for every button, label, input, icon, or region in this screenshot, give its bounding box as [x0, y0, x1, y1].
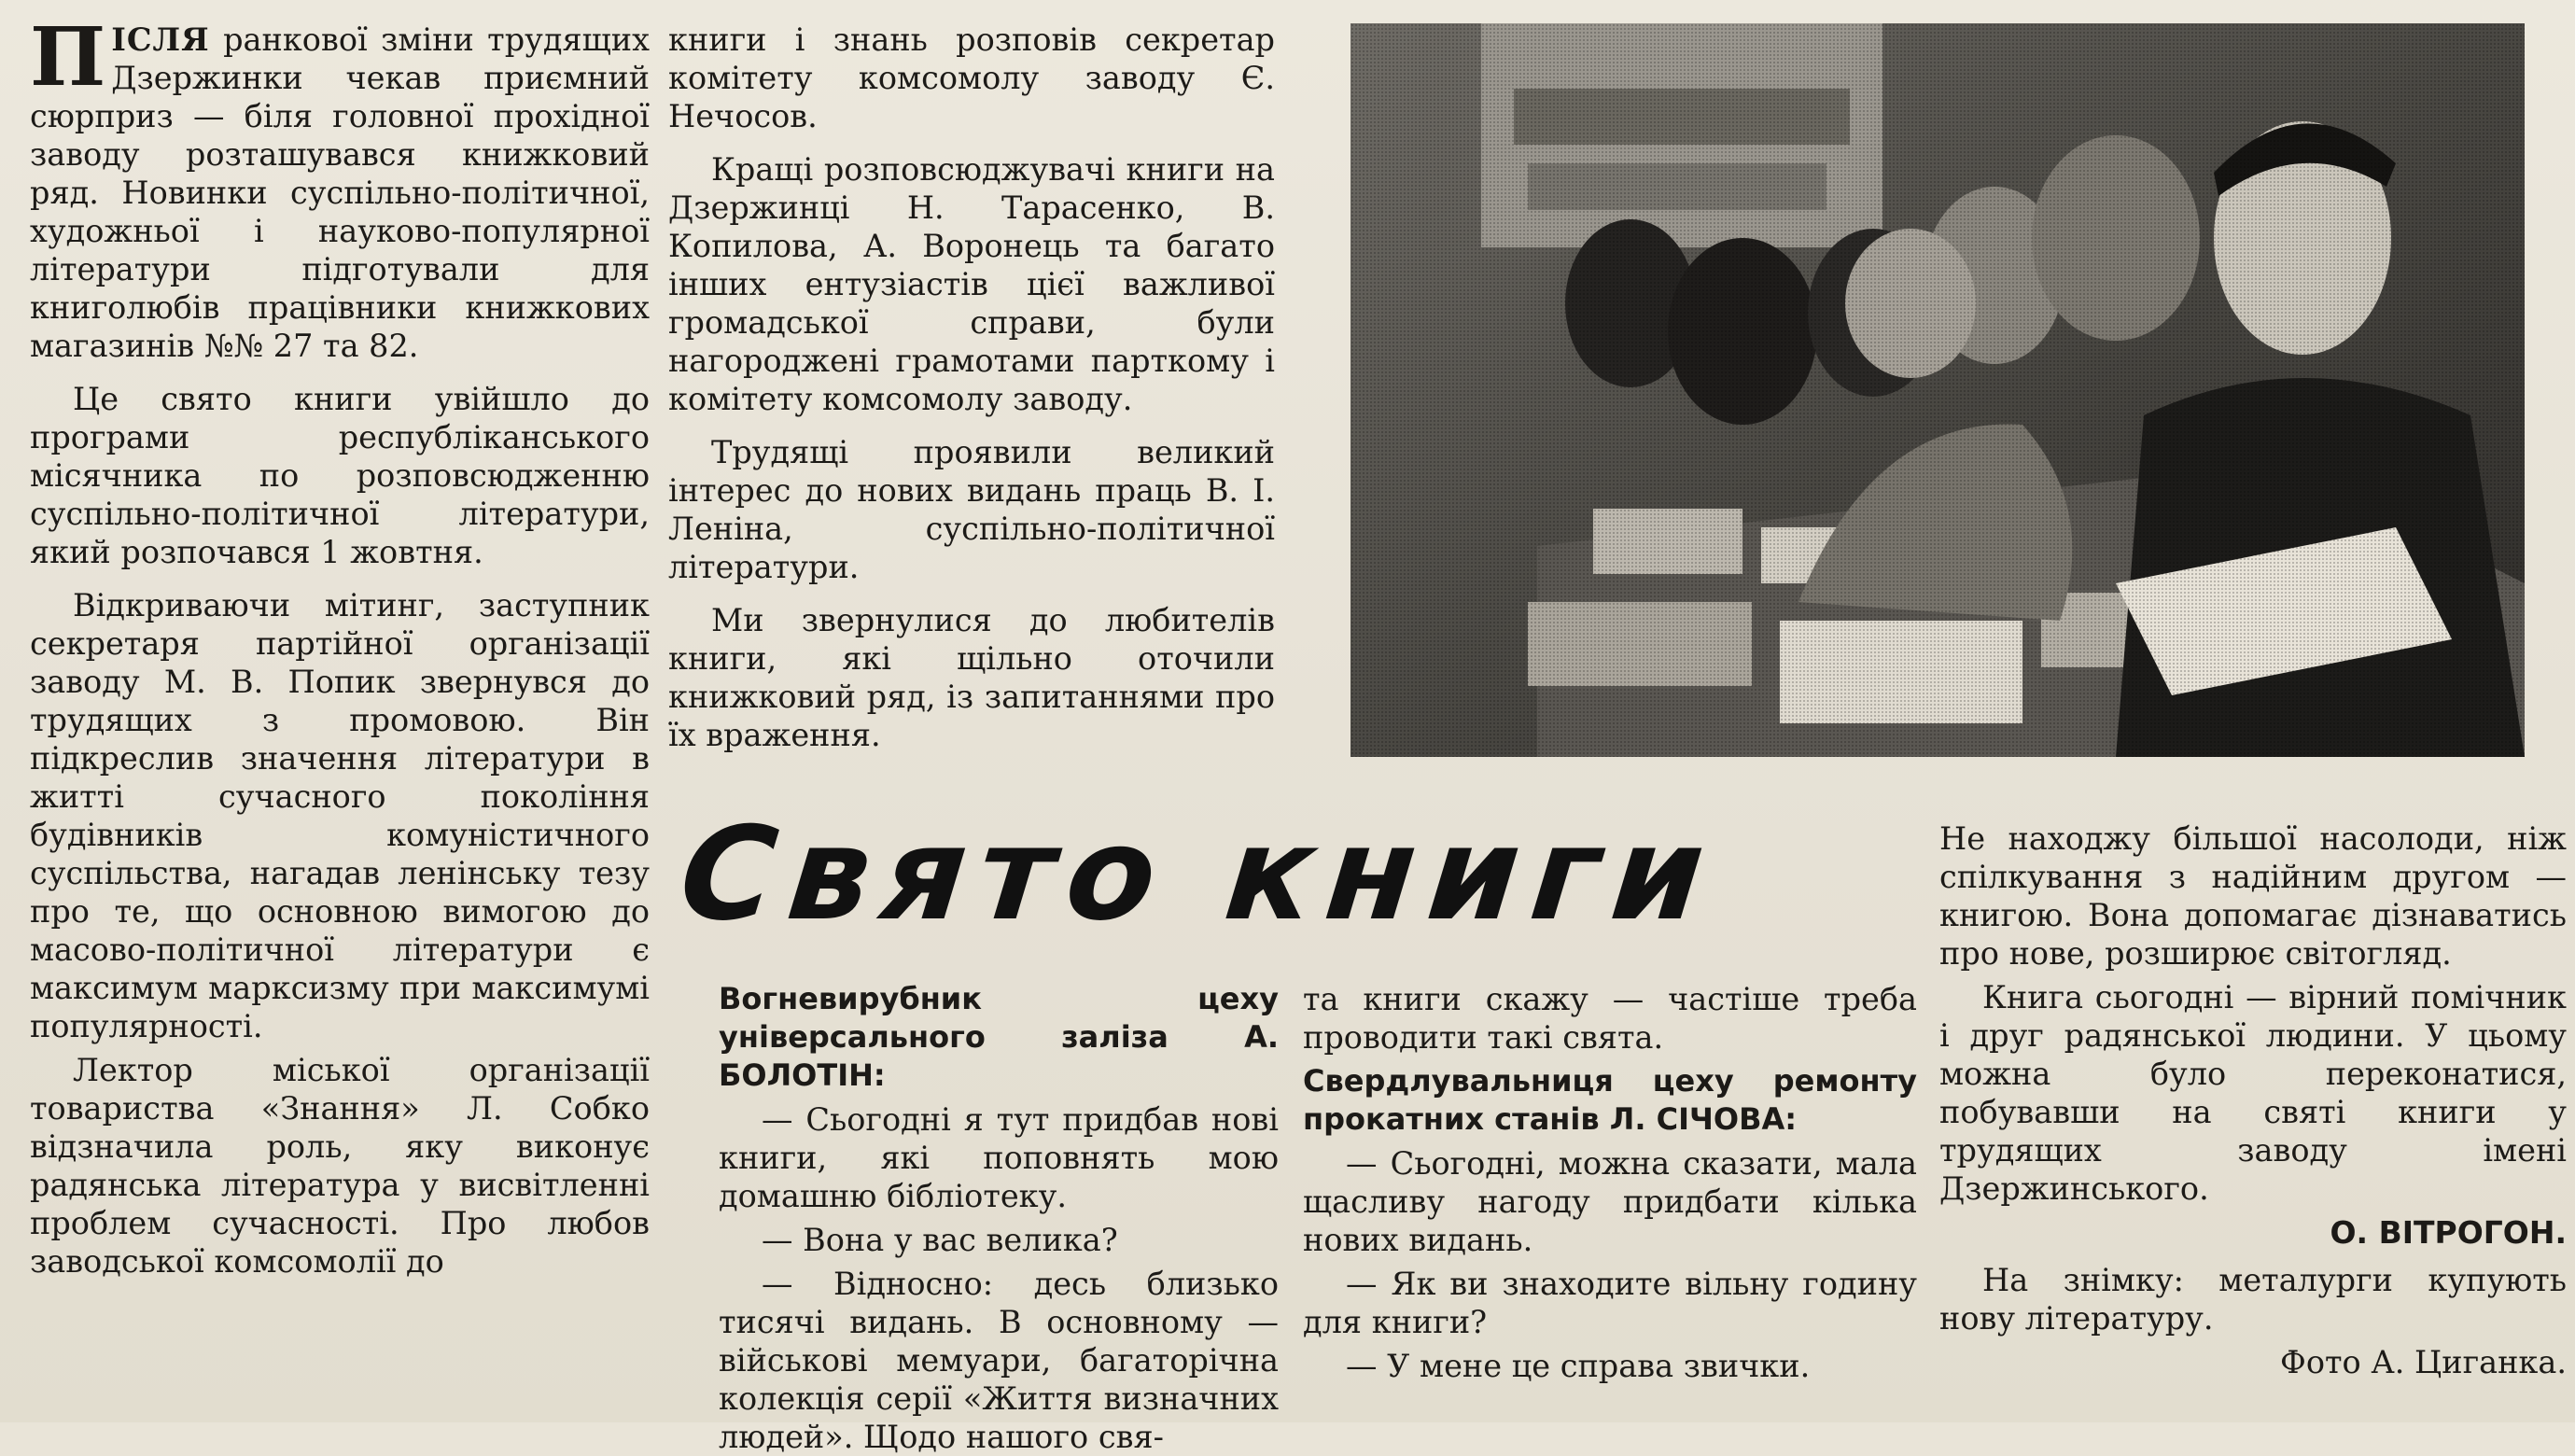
- paragraph: Не находжу більшої насолоди, ніж спілкування з надійним другом — книгою. Вона допомагає дізнаватись про нове, розширює світогляд.: [1939, 820, 2567, 972]
- question: — Вона у вас велика?: [762, 1222, 1118, 1258]
- paragraph: Лектор міської організації товариства «Знання» Л. Собко відзначила роль, яку виконує радянська література у висвітленні проблем сучасності. Про любов заводської комсомолії до: [30, 1052, 650, 1280]
- photo-of-book-stall: [1350, 23, 2525, 757]
- lead-text: ранкової зміни трудящих Дзержинки чекав приємний сюрприз — біля головної прохідної заводу розташувався книжковий ряд. Новинки суспільно-політичної, художньої і науково-популярної літератури підготували для книголюбів працівники книжкових магазинів №№ 27 та 82.: [30, 21, 650, 364]
- paragraph: та книги скажу — частіше треба проводити такі свята.: [1303, 981, 1917, 1056]
- reply: — Сьогодні, можна сказати, мала щасливу нагоду придбати кілька нових видань.: [1303, 1145, 1917, 1258]
- paragraph: Кращі розповсюджувачі книги на Дзержинці Н. Тарасенко, В. Копилова, А. Воронець та багато інших ентузіастів цієї важливої громадської справи, були нагороджені грамотами парткому і комітету комсомолу заводу.: [668, 151, 1275, 417]
- author-signature: О. ВІТРОГОН.: [2330, 1214, 2567, 1251]
- reply: — Відносно: десь близько тисячі видань. В основному — військові мемуари, багаторічна колекція серії «Життя визначних людей». Щодо нашого свя-: [719, 1266, 1279, 1455]
- photo-image: [1350, 23, 2525, 757]
- paragraph: Це свято книги увійшло до програми республіканського місячника по розповсюдженню суспільно-політичної літератури, який розпочався 1 жовтня.: [30, 381, 650, 570]
- question: — Як ви знаходите вільну годину для книги?: [1303, 1266, 1917, 1340]
- speaker-name: Свердлувальниця цеху ремонту прокатних станів Л. СІЧОВА:: [1303, 1063, 1917, 1137]
- column-2: [668, 21, 1275, 814]
- photo-credit: Фото А. Циганка.: [2280, 1344, 2567, 1380]
- column-5: [1939, 819, 2567, 1417]
- speaker-name: Вогневирубник цеху універсального заліза А. БОЛОТІН:: [719, 981, 1279, 1093]
- headline: Свято книги: [673, 799, 1725, 949]
- column-1: [30, 10, 650, 1416]
- paragraph: Книга сьогодні — вірний помічник і друг радянської людини. У цьому можна було переконатися, побувавши на святі книги у трудящих заводу імені Дзержинського.: [1939, 979, 2567, 1207]
- drop-cap: П: [30, 10, 106, 105]
- paragraph: книги і знань розповів секретар комітету комсомолу заводу Є. Нечосов.: [668, 21, 1275, 134]
- lead-caps: ІСЛЯ: [111, 21, 210, 58]
- photo-caption: На знімку: металурги купують нову літературу.: [1939, 1262, 2567, 1337]
- paragraph: Відкриваючи мітинг, заступник секретаря партійної організації заводу М. В. Попик звернувся до трудящих з промовою. Він підкреслив значення літератури в житті сучасного покоління будівників комуністичного суспільства, нагадав ленінську тезу про те, що основною вимогою до масово-політичної літератури є максимум марксизму при максимумі популярності.: [30, 587, 650, 1044]
- paragraph: Трудящі проявили великий інтерес до нових видань праць В. І. Леніна, суспільно-політичної літератури.: [668, 434, 1275, 585]
- reply: — Сьогодні я тут придбав нові книги, які поповнять мою домашню бібліотеку.: [719, 1101, 1279, 1214]
- column-3: [719, 980, 1279, 1455]
- column-4: [1303, 980, 1917, 1419]
- lead-paragraph: [30, 10, 650, 365]
- paragraph: Ми звернулися до любителів книги, які щільно оточили книжковий ряд, із запитаннями про їх враження.: [668, 602, 1275, 753]
- reply: — У мене це справа звички.: [1346, 1348, 1811, 1384]
